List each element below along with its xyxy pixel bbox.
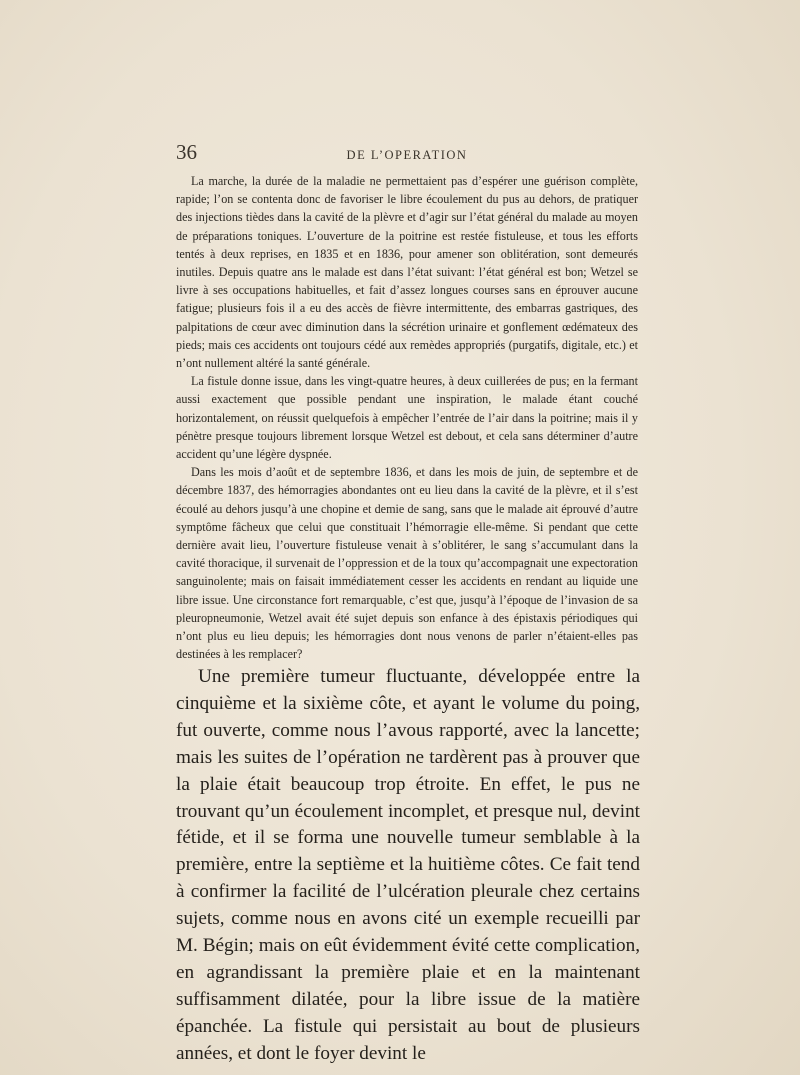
page-header bbox=[176, 140, 638, 166]
paragraph: Une première tumeur fluctuante, développée entre la cinquième et la sixième côte, et ayant le volume du poing, fut ouverte, comme nous l’avous rapporté, avec la lancette; mais les suites de l’opération ne tardèrent pas à prouver que la plaie était beaucoup trop étroite. En effet, le pus ne trouvant qu’un écoulement incomplet, et presque nul, devint fétide, et il se forma une nouvelle tumeur semblable à la première, entre la septième et la huitième côtes. Ce fait tend à confirmer la facilité de l’ulcération pleurale chez certains sujets, comme nous en avons cité un exemple recueilli par M. Bégin; mais on eût évidemment évité cette complication, en agrandissant la première plaie et en la maintenant suffisamment dilatée, pour la libre issue de la matière épanchée. La fistule qui persistait au bout de plusieurs années, et dont le foyer devint le bbox=[176, 666, 640, 1064]
running-head: DE L’OPERATION bbox=[346, 148, 468, 162]
paragraph: La fistule donne issue, dans les vingt-quatre heures, à deux cuillerées de pus; en la fermant aussi exactement que possible pendant une inspiration, le malade étant couché horizontalement, on réussit quelquefois à empêcher l’entrée de l’air dans la poitrine; mais il y pénètre presque toujours librement lorsque Wetzel est debout, et cela sans déterminer d’autre accident qu’une légère dyspnée. bbox=[176, 374, 638, 462]
page-number: 36 bbox=[176, 140, 197, 164]
paragraph: Dans les mois d’août et de septembre 1836, et dans les mois de juin, de septembre et de décembre 1837, des hémorragies abondantes ont eu lieu dans la cavité de la plèvre, et il s’est écoulé au dehors jusqu’à une chopine et demie de sang, sans que le malade ait éprouvé d’autre symptôme fâcheux que celui que constituait l’hémorragie elle-même. Si pendant que cette dernière avait lieu, l’ouverture fistuleuse venait à s’oblitérer, le sang s’accumulant dans la cavité thoracique, il survenait de l’oppression et de la toux qu’accompagnait une expectoration sanguinolente; mais on faisait immédiatement cesser les accidents en rendant au liquide une libre issue. Une circonstance fort remarquable, c’est que, jusqu’à l’époque de l’invasion de sa pleuropneumonie, Wetzel avait été sujet depuis son enfance à des épistaxis périodiques qui n’ont plus eu lieu depuis; les hémorragies dont nous venons de parler n’étaient-elles pas destinées à les remplacer? bbox=[176, 465, 638, 662]
main-text-block bbox=[176, 664, 640, 1068]
paragraph: La marche, la durée de la maladie ne permettaient pas d’espérer une guérison complète, rapide; l’on se contenta donc de favoriser le libre écoulement du pus au dehors, de pratiquer des injections tièdes dans la cavité de la plèvre et d’agir sur l’état général du malade au moyen de préparations toniques. L’ouverture de la poitrine est restée fistuleuse, et tous les efforts tentés à deux reprises, en 1835 et en 1836, pour amener son oblitération, sont demeurés inutiles. Depuis quatre ans le malade est dans l’état suivant: l’état général est bon; Wetzel se livre à ses occupations habituelles, et fait d’assez longues courses sans en éprouver aucune fatigue; plusieurs fois il a eu des accès de fièvre intermittente, des embarras gastriques, des palpitations de cœur avec diminution dans la sécrétion urinaire et gonflement œdémateux des pieds; mais ces accidents ont toujours cédé aux remèdes appropriés (purgatifs, digitale, etc.) et n’ont nullement altéré la santé générale. bbox=[176, 174, 638, 371]
case-notes-block bbox=[176, 172, 638, 663]
